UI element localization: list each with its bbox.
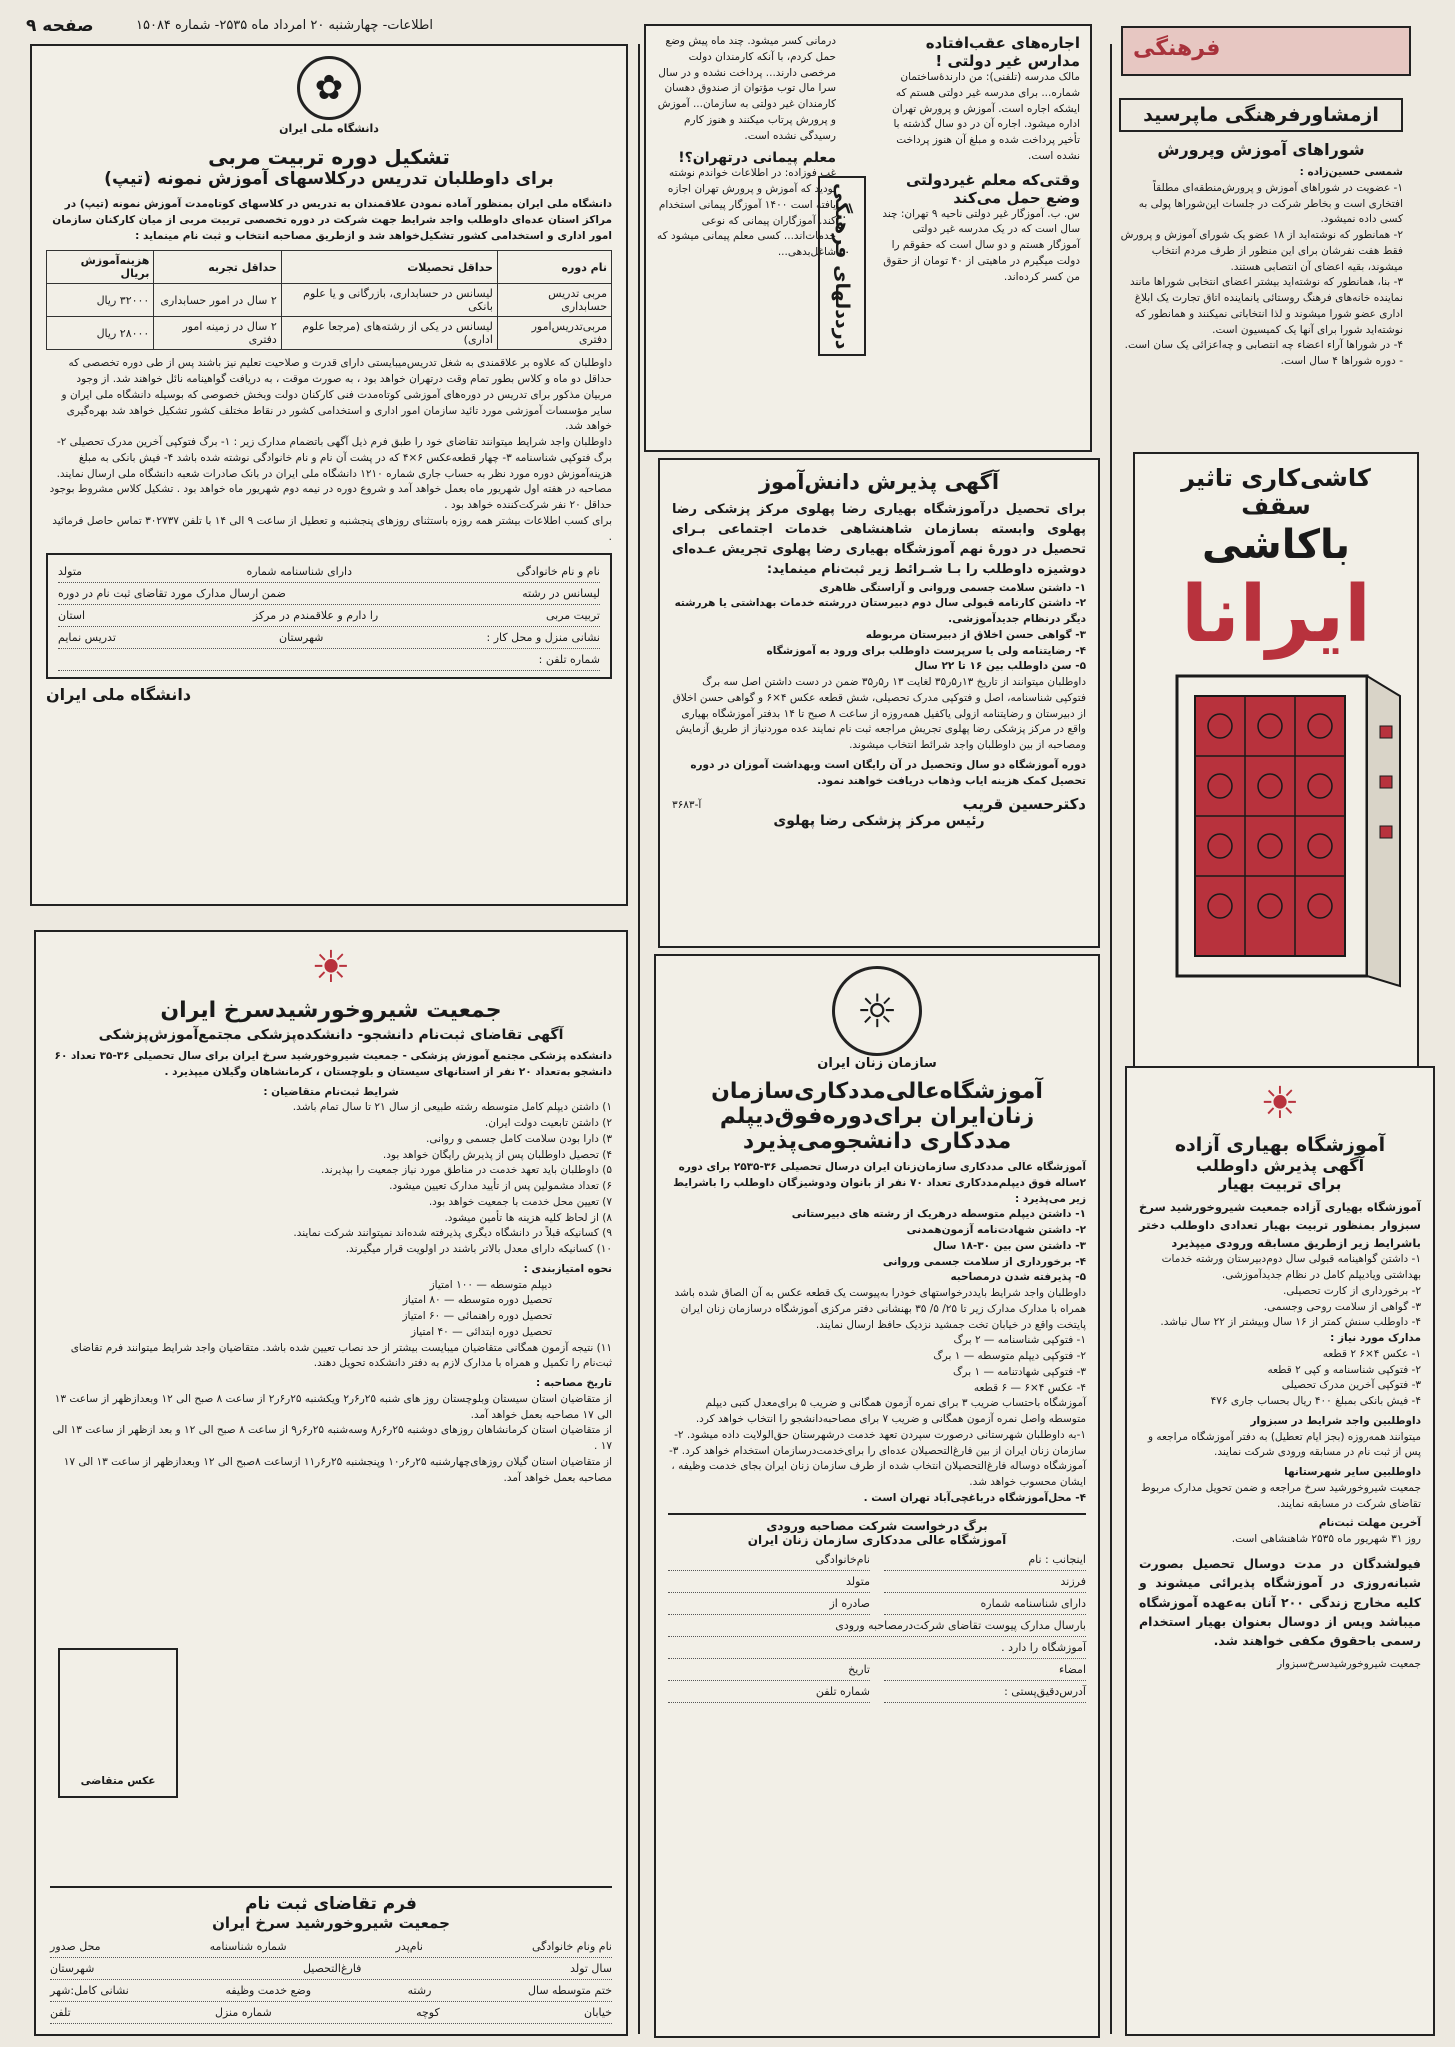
table-cell: مربی‌تدریس‌امور دفتری <box>497 317 611 350</box>
melli-form <box>46 553 612 679</box>
table-cell: ۳۲۰۰۰ ریال <box>47 284 154 317</box>
melli-university-ad <box>30 44 628 906</box>
melli-body: برای کسب اطلاعات بیشتر همه روزه باستثنای روزهای پنجشنبه و تعطیل از ساعت ۹ الی ۱۴ با تلفن ۳۰۲۷۳۷ تماس حاصل فرمائید . <box>52 514 612 543</box>
column-divider <box>638 44 640 2034</box>
redlion-time: از متقاضیان استان گیلان روزهای‌چهارشنبه ۲۵ر۶ر۱۰ وپنجشنبه ۲۵ر۶ر۱۱ ازساعت ۸صبح الی ۱۲ وبعدازظهر از ساعت ۱۳ الی ۱۷ مصاحبه بعمل خواهد آمد. <box>63 1455 612 1484</box>
melli-subtitle: برای داوطلبان تدریس درکلاسهای آموزش نمونه (تیپ) <box>104 169 554 189</box>
form-label[interactable]: را دارم و علاقمندم در مرکز <box>252 609 379 623</box>
behyari-p2: جمعیت شیروخورشید سرخ مراجعه و ضمن تحویل مدارک مربوط تقاضای شرکت در مسابقه نمایند. <box>1140 1481 1421 1510</box>
culture-title: شوراهای آموزش وپرورش <box>1157 140 1365 159</box>
redlion-score: دیپلم متوسطه — ۱۰۰ امتیاز <box>429 1278 552 1291</box>
form-label[interactable]: دارای شناسنامه شماره <box>246 565 353 579</box>
darddel-section <box>644 24 1092 452</box>
darddel-p4: درمانی کسر میشود. چند ماه پیش وضع حمل کردم، با آنکه کارمندان دولت مرخصی دارند... پرداخت نشده و در سال سرا مال توب مؤتوان از صندوق دهسان کارمندان غیر دولتی به سازمان... آموزش و پرورش پرتاب میکنند و هنوز کارم رسیدگی نشده است. <box>657 35 836 142</box>
form-label[interactable]: نشانی منزل و محل کار : <box>486 631 600 645</box>
culture-para: - دوره شوراها ۴ سال است. <box>1280 355 1403 367</box>
admission-item: ۴- رضایتنامه ولی یا سرپرست داوطلب برای ورود به آموزشگاه <box>766 644 1086 657</box>
tile-ad-brand: ایرانا <box>1181 570 1371 660</box>
redlion-lead: دانشکده پزشکی مجتمع آموزش پزشکی - جمعیت شیروخورشید سرخ ایران برای سال تحصیلی ۳۶-۳۵ تعداد ۶۰ دانشجو به‌تعداد ۲۰ نفر از استانهای سیستان و بلوچستان ، کرمانشاهان وگیلان میپذیرد . <box>54 1050 612 1078</box>
melli-body: داوطلبان که علاوه بر علاقمندی به شغل تدریس‌میبایستی دارای قدرت و صلاحیت تعلیم نیز باشند پس از طی دوره تخصصی که حداقل دو ماه و کلاس بطور تمام وقت درتهران خواهد بود ، به صورت موقت ، به دریافت گواهینامه نائل خواهند شد. از وجود مربیان مذکور برای تدریس در دوره‌های آموزشی کوتاه‌مدت فنی کارکنان دولت وبخش خصوصی که بوسیله دانشگاه ملی ایران و سایر مؤسسات آموزشی مورد تائید سازمان امور اداری و استخدامی کشور در نقاط مختلف کشور تشکیل خواهد شد بهره‌گیری خواهد شد. <box>61 357 612 433</box>
redlion-item: ۲) داشتن تابعیت دولت ایران. <box>484 1117 612 1129</box>
darddel-label: درددلهای فرهنگی <box>831 182 853 350</box>
table-cell: لیسانس در حسابداری، بازرگانی و یا علوم بانکی <box>281 284 497 317</box>
lion-sun-icon: ☀ <box>1260 1078 1300 1129</box>
melli-title: تشکیل دوره تربیت مربی <box>208 145 450 169</box>
form-label[interactable]: استان <box>58 609 86 623</box>
redlion-item: ۶) تعداد مشمولین پس از تأیید مدارک تعیین میشود. <box>389 1180 612 1192</box>
melli-footer: دانشگاه ملی ایران <box>46 685 192 705</box>
darddel-p3: غب فوزاده: در اطلاعات خواندم نوشته بودید که آموزش و پرورش تهران اجازه یافته است ۱۴۰۰ آموزگار پیمانی استخدام کند. آموزگاران پیمانی که نوعی خدمات‌اند... کسی معلم پیمانی میشود که شاغل‌بدهی... <box>657 167 836 258</box>
form-label[interactable]: لیسانس در رشته <box>522 587 600 601</box>
form-label[interactable]: کوچه <box>416 2006 440 2019</box>
redlion-form-title: فرم تقاضای ثبت نام <box>245 1894 417 1914</box>
redlion-item: ۷) تعیین محل خدمت با جمعیت خواهد بود. <box>428 1195 612 1208</box>
behyari-item: ۴- داوطلب سنش کمتر از ۱۶ سال وبیشتر از ۲۲ سال نباشد. <box>1160 1316 1421 1329</box>
behyari-closing: فیولشدگان در مدت دوسال تحصیل بصورت شبانه‌روزی در آموزشگاه پذیرائی میشوند و کلیه مخارج زندگی ۲۰۰ آنان به‌عهده آموزشگاه میباشد وپس از دوسال بعنوان بهیار استخدام رسمی باحقوق مکفی خواهند شد. <box>1139 1555 1421 1649</box>
page-number: صفحه ۹ <box>26 16 94 36</box>
redlion-body2: ۱۱) نتیجه آزمون همگانی متقاضیان میبایست بیشتر از حد نصاب تعیین شده باشد. متقاضیان واجد شرایط میتوانند فرم تقاضای ثبت‌نام را تکمیل و همراه با مدارک لازم به دفتر دانشکده تحویل دهند. <box>70 1341 612 1370</box>
redlion-item: ۹) کسانیکه قبلاً در دانشگاه دیگری پذیرفته شده‌اند نمیتوانند شرکت نمایند. <box>293 1227 612 1240</box>
melli-body: مصاحبه در هفته اول شهریور ماه بعمل خواهد آمد و شروع دوره در نیمه دوم شهریور ماه خواهد بود . تشکیل کلاس مشروط بوجود حداقل ۲۰ نفر شرکت‌کننده خواهد بود . <box>49 483 612 511</box>
table-header: حداقل تجربه <box>154 251 281 284</box>
form-label[interactable]: نشانی کامل:شهر <box>50 1984 129 1997</box>
women-form-field[interactable]: فرزند <box>884 1571 1086 1593</box>
tile-ad-line1: کاشی‌کاری تاثیر سقف <box>1181 464 1371 520</box>
women-address: ۴- محل‌آموزشگاه درباغچی‌آباد تهران است . <box>863 1491 1086 1504</box>
melli-lead: دانشگاه ملی ایران بمنظور آماده نمودن علاقمندان به تدریس در کلاسهای کوتاه‌مدت آموزش نمونه (تیپ) در مراکز استان عده‌ای داوطلب واجد شرایط جهت شرکت در دوره تخصصی تربیت مربی از میان کارکنان سازمان امور اداری و استخدامی کشور تشکیل‌خواهد شد و ازطریق مصاحبه انتخاب و ثبت نام مینماید : <box>52 198 612 242</box>
darddel-h1: اجاره‌های عقب‌افتاده مدارس غیر دولتی ! <box>925 34 1080 70</box>
form-label[interactable]: ضمن ارسال مدارک مورد تقاضای ثبت نام در دوره <box>58 587 286 601</box>
culture-para: ۴- در شوراها آراء اعضاء چه انتصابی و چه‌اعزائی یک سان است. <box>1124 339 1403 352</box>
women-title1: آموزشگاه‌عالی‌مددکاری‌سازمان <box>711 1079 1043 1104</box>
culture-question: شمسی حسین‌زاده : <box>1299 166 1403 178</box>
admission-body: داوطلبان میتوانند از تاریخ ۱۳ر۵ر۳۵ لغایت ۱۳ ر۵ر۳۵ ضمن در دست داشتن اصل سه برگ فتوکپی شناسنامه، اصل و فتوکپی مدرک تحصیلی، شش قطعه عکس ۴×۶ و گواهی حسن اخلاق از دبیرستان و رضایتنامه ازولی یاکفیل همه‌روزه از ساعت ۸ صبح تا ۱۴ بدفتر آموزشگاه بهیاری واقع در مرکز پزشکی رضا پهلوی تجریش مراجعه ثبت نام نمایند عده موردنیاز از طریق آزمایش ومصاحبه از بین داوطلبان واجد شرائط انتخاب میشوند. <box>672 676 1086 752</box>
redlion-time: از متقاضیان استان سیستان وبلوچستان روز های شنبه ۲۵ر۶ر۲ ویکشنبه ۲۵ر۶ر۲ از ساعت ۸ صبح الی ۱۲ وبعدازظهر از ساعت ۱۳ الی ۱۷ مصاحبه بعمل خواهد آمد. <box>54 1392 612 1421</box>
admission-item: ۲- داشتن کارنامه قبولی سال دوم دبیرستان دررشته خدمات بهداشتی یا هررشته دیگر درنظام جدیدآموزشی. <box>674 597 1086 626</box>
behyari-p1: میتوانند همه‌روزه (بجز ایام تعطیل) به دفتر آموزشگاه مراجعه و پس از ثبت نام در مسابقه ورودی شرکت نمایند. <box>1148 1430 1421 1459</box>
darddel-p2: س. ب. آموزگار غیر دولتی ناحیه ۹ تهران: چند سال است که در یک مدرسه غیر دولتی آموزگار هستم و دو سال است که حقوقم را دولت میگیرم در ماهیتی از ۴۰ تومان از حقوق من کسر کرده‌اند. <box>882 207 1080 283</box>
behyari-ad <box>1125 1066 1435 2036</box>
darddel-h2: وقتی‌که معلم غیردولتی وضع حمل می‌کند <box>905 170 1080 207</box>
women-form-title: برگ درخواست شرکت مصاحبه ورودی <box>766 1518 988 1533</box>
culture-para: ۳- بنا، همانطور که نوشته‌اید بیشتر اعضای انتخابی شوراها مانند نماینده خانه‌های فرهنگ روستائی یانماینده اتاق تجارت یک ابلاغ اداری عضو شورا میشوند و لذا انتخاباتی نمیکنند و همانطور که نوشته‌اید شورا برای آنها یک کمیسیون است. <box>1129 276 1403 336</box>
photo-placeholder <box>58 1648 178 1798</box>
women-form-field[interactable]: تاریخ <box>668 1659 870 1681</box>
women-form-field[interactable]: اینجانب : نام <box>884 1549 1086 1571</box>
admission-signer: دکترحسین قریب <box>962 795 1086 814</box>
redlion-score-heading: نحوه امتیازبندی : <box>523 1262 612 1275</box>
form-label[interactable]: شماره شناسنامه <box>209 1940 287 1953</box>
culture-banner: ازمشاورفرهنگی ماپرسید <box>1119 98 1403 132</box>
behyari-item: مدارک مورد نیاز : <box>1330 1332 1421 1345</box>
women-item: ۲- داشتن شهادت‌نامه آزمون‌همدنی <box>906 1224 1086 1236</box>
redlion-item: ۵) داوطلبان باید تعهد خدمت در مناطق مورد نیاز جمعیت را بپذیرند. <box>320 1164 612 1177</box>
form-label[interactable]: متولد <box>58 565 83 579</box>
redlion-score: تحصیل دوره ابتدائی — ۴۰ امتیاز <box>411 1325 552 1338</box>
redlion-time: از متقاضیان استان کرمانشاهان روزهای دوشنبه ۲۵ر۶ر۸ وسه‌شنبه ۲۵ر۶ر۹ از ساعت ۸ صبح الی ۱۲ و بعد ازظهر از ساعت ۱۳ الی ۱۷ . <box>52 1424 612 1452</box>
redlion-subtitle: آگهی تقاضای ثبت‌نام دانشجو- دانشکده‌پزشکی مجتمع‌آموزش‌پزشکی <box>98 1027 564 1043</box>
table-cell: ۲ سال در زمینه امور دفتری <box>154 317 281 350</box>
admission-note: دوره آموزشگاه دو سال وتحصیل در آن رایگان است وبهداشت آموزان در دوره تحصیل کمک هزینه ایاب وذهاب دریافت خواهند نمود. <box>690 758 1086 787</box>
behyari-item: ۱- داشتن گواهینامه قبولی سال دوم‌دبیرستان ورشته خدمات بهداشتی ویادیپلم کامل در نظام جدیدآموزشی. <box>1161 1253 1421 1282</box>
form-label[interactable]: نام‌پدر <box>395 1940 423 1953</box>
tile-ad-line2: باکاشی <box>1201 522 1351 568</box>
admission-item: ۳- گواهی حسن اخلاق از دبیرستان مربوطه <box>865 628 1086 641</box>
section-badge: فرهنگی <box>1121 26 1411 76</box>
redlion-item: ۴) تحصیل داوطلبان پس از پذیرش رایگان خواهد بود. <box>382 1148 612 1161</box>
melli-logo-text: دانشگاه ملی ایران <box>279 122 379 135</box>
women-body2: آموزشگاه باحتساب ضریب ۳ برای نمره آزمون همگانی و ضریب ۵ برای‌معدل کتبی دیپلم متوسطه واصل نمره آزمون همگانی و ضریب ۷ برای مصاحبه‌دانشجو را انتخاب خواهد کرد. <box>695 1397 1086 1425</box>
behyari-h2: داوطلبین سایر شهرستانها <box>1284 1466 1421 1479</box>
women-logo-text: سازمان زنان ایران <box>817 1056 937 1071</box>
redlion-form <box>50 1886 612 2024</box>
women-lead: آموزشگاه عالی مددکاری سازمان‌زنان ایران درسال تحصیلی ۳۶-۲۵۳۵ برای دوره ۲ساله فوق دیپلم‌مددکاری تعداد ۷۰ نفر از بانوان ودوشیزگان داوطلب را باشرایط زیر می‌پذیرد : <box>673 1161 1086 1205</box>
table-cell: مربی تدریس حسابداری <box>497 284 611 317</box>
women-form-field[interactable]: نام‌خانوادگی <box>668 1549 870 1571</box>
table-cell: ۲ سال در امور حسابداری <box>154 284 281 317</box>
table-row <box>47 284 612 317</box>
behyari-p3: روز ۳۱ شهریور ماه ۲۵۳۵ شاهنشاهی است. <box>1231 1533 1421 1546</box>
behyari-item: ۱- عکس ۴×۶ ۲ قطعه <box>1322 1347 1421 1360</box>
form-label[interactable]: تلفن <box>50 2006 71 2019</box>
behyari-h1: داوطلبین واجد شرایط در سبزوار <box>1250 1414 1421 1427</box>
women-doc: ۲- فتوکپی دیپلم متوسطه — ۱ برگ <box>933 1350 1086 1362</box>
redlion-h1: شرایط ثبت‌نام متقاضیان : <box>263 1085 399 1098</box>
women-form-field[interactable]: دارای شناسنامه شماره <box>884 1593 1086 1615</box>
darddel-label-box <box>818 176 866 356</box>
admission-code: آ-۳۶۸۳ <box>672 798 702 811</box>
form-label[interactable]: تربیت مربی <box>545 609 600 623</box>
photo-label: عکس متقاضی <box>80 1775 156 1788</box>
form-label[interactable]: فارغ‌التحصیل <box>302 1962 362 1975</box>
culture-qa <box>1111 92 1411 434</box>
form-label[interactable]: شماره منزل <box>215 2006 272 2019</box>
column-divider <box>1110 44 1112 2034</box>
culture-para: ۱- عضویت در شوراهای آموزش و پرورش‌منطقه‌ای مطلقاً افتخاری است و بخاطر شرکت در جلسات این‌شوراها پولی به کسی داده نمیشود. <box>1138 181 1403 226</box>
behyari-subtitle2: برای تربیت بهیار <box>1218 1175 1342 1193</box>
form-label[interactable]: وضع خدمت وظیفه <box>225 1984 312 1997</box>
form-label[interactable]: خیابان <box>584 2006 612 2019</box>
table-header: هزینه‌آموزش بریال <box>47 251 154 284</box>
redlion-time-heading: تاریخ مصاحبه : <box>536 1377 612 1389</box>
behyari-item: ۳- فتوکپی آخرین مدرک تحصیلی <box>1281 1379 1421 1392</box>
women-form-field[interactable]: متولد <box>668 1571 870 1593</box>
women-item: ۵- پذیرفته شدن درمصاحبه <box>950 1271 1086 1284</box>
women-form-field[interactable]: صادره از <box>668 1593 870 1615</box>
redlion-item: ۸) از لحاظ کلیه هزینه ها تأمین میشود. <box>444 1211 612 1224</box>
women-doc: ۳- فتوکپی شهادتنامه — ۱ برگ <box>953 1365 1086 1378</box>
women-body1: داوطلبان واجد شرایط بایددرخواستهای خودرا به‌پیوست یک قطعه عکس به آن الصاق شده باشد همراه با مدارک مدارک زیر تا ۲۵/ ۵/ ۳۵ بهنشانی دفتر مرکزی آموزشگاه درسازمان زنان ایران پایتخت واقع در خیابان تخت جمشید نزدیک حافظ ارسال نمایند. <box>674 1287 1086 1331</box>
behyari-title: آموزشگاه بهیاری آزاده <box>1174 1134 1386 1156</box>
issue-info: اطلاعات- چهارشنبه ۲۰ امرداد ماه ۲۵۳۵- شماره ۱۵۰۸۴ <box>136 18 433 33</box>
behyari-lead: آموزشگاه بهیاری آزاده جمعیت شیروخورشید سرخ سبزوار بمنظور تربیت بهیار تعدادی داوطلب دختر باشرایط زیر ازطریق مسابقه ورودی میپذیرد <box>1139 1200 1421 1250</box>
form-label[interactable]: ختم متوسطه سال <box>527 1984 612 1997</box>
form-label[interactable]: شماره تلفن : <box>538 653 600 667</box>
redlion-score: تحصیل دوره متوسطه — ۸۰ امتیاز <box>402 1294 552 1307</box>
lion-sun-icon: ☀ <box>311 942 351 993</box>
redlion-form-sub: جمعیت شیروخورشید سرخ ایران <box>212 1914 450 1932</box>
darddel-p1: مالک مدرسه (تلفنی): من دارندهٔ‌ساختمان شماره... برای مدرسه غیر دولتی هستم که ایشکه اجاره است. آموزش و پرورش تهران اداره میشود. اجاره آن در دو سال گذشته با تأخیر پرداخت شده و مبلغ آن هنوز پرداخت نشده است. <box>892 71 1080 162</box>
behyari-item: ۲- فتوکپی شناسنامه و کپی ۲ قطعه <box>1267 1363 1421 1376</box>
admission-item: ۱- داشتن سلامت جسمی وروانی و آراستگی ظاهری <box>819 581 1086 594</box>
behyari-h3: آخرین مهلت ثبت‌نام <box>1318 1517 1421 1530</box>
behyari-footer: جمعیت شیروخورشیدسرخ‌سبزوار <box>1277 1657 1421 1670</box>
behyari-subtitle: آگهی پذیرش داوطلب <box>1195 1156 1365 1175</box>
women-title3: مددکاری دانشجومی‌پذیرد <box>742 1129 1012 1154</box>
table-cell: ۲۸۰۰۰ ریال <box>47 317 154 350</box>
women-form-field[interactable]: شماره تلفن <box>668 1681 870 1703</box>
university-emblem-icon: ✿ <box>297 56 361 120</box>
table-cell: لیسانس در یکی از رشته‌های (مرجعا علوم اداری) <box>281 317 497 350</box>
women-doc: ۱- فتوکپی شناسنامه — ۲ برگ <box>953 1334 1086 1347</box>
table-row <box>47 317 612 350</box>
darddel-h3: معلم پیمانی درتهران؟! <box>678 150 836 167</box>
women-item: ۳- داشتن سن بین ۳۰-۱۸ سال <box>933 1239 1086 1252</box>
form-label[interactable]: شهرستان <box>279 631 324 645</box>
form-label[interactable]: شهرستان <box>50 1962 95 1975</box>
form-label[interactable]: نام ونام خانوادگی <box>531 1940 612 1953</box>
women-school-ad <box>654 954 1100 2038</box>
admission-item: ۵- سن داوطلب بین ۱۶ تا ۲۲ سال <box>914 660 1086 673</box>
form-label[interactable]: تدریس نمایم <box>58 631 116 645</box>
admission-lead: برای تحصیل درآموزشگاه بهیاری رضا پهلوی مرکز پزشکی رضا پهلوی وابسته بسازمان شاهنشاهی خدمات اجتماعی بـرای تحصیل در دورهٔ نهم آموزشگاه بهیاری رضا پهلوی تجریش عـده‌ای دوشیزه داوطلب را بـا شـرائط زیر ثبت‌نام مینماید: <box>672 502 1086 578</box>
women-item: ۴- برخورداری از سلامت جسمی وروانی <box>882 1255 1086 1268</box>
admission-title: آگهی پذیرش دانش‌آموز <box>758 470 1000 494</box>
women-doc: ۴- عکس ۴×۶ — ۶ قطعه <box>973 1381 1086 1394</box>
women-form-field[interactable]: آموزشگاه را دارد . <box>668 1637 1086 1659</box>
melli-body: داوطلبان واجد شرایط میتوانند تقاضای خود را طبق فرم ذیل آگهی باتضمام مدارک زیر : ۱- برگ فتوکپی آخرین مدرک تحصیلی ۲- برگ فتوکپی شناسنامه ۳- چهار قطعه‌عکس ۶×۴ که در پشت آن نام و نام خانوادگی نوشته شده باشد ۴- فیش بانکی به مبلغ هزینه‌آموزش دوره مورد نظر به حساب جاری شماره ۱۲۱۰ دانشگاه ملی ایران در بانک صادرات شعبه دانشگاه ملی ارسال نمایند. <box>56 436 612 480</box>
admission-signer-title: رئیس مرکز پزشکی رضا پهلوی <box>773 813 985 830</box>
form-label[interactable]: رشته <box>407 1984 432 1997</box>
sun-emblem-icon: ☼ <box>832 966 922 1056</box>
redlion-ad <box>34 930 628 2036</box>
tile-door-icon <box>1145 666 1407 996</box>
behyari-item: ۳- گواهی از سلامت روحی وجسمی. <box>1263 1300 1421 1313</box>
redlion-item: ۱) داشتن دیپلم کامل متوسطه رشته طبیعی از سال ۲۱ تا سال تمام باشد. <box>292 1101 612 1114</box>
table-header: نام دوره <box>497 251 611 284</box>
behyari-item: ۲- برخورداری از کارت تحصیلی. <box>1282 1284 1421 1297</box>
form-label[interactable]: سال تولد <box>570 1962 612 1975</box>
women-title2: زنان‌ایران برای‌دوره‌فوق‌دیپلم <box>719 1104 1035 1129</box>
women-item: ۱- داشتن دیپلم متوسطه درهریک از رشته های دبیرستانی <box>791 1208 1086 1221</box>
redlion-score: تحصیل دوره راهنمائی — ۶۰ امتیاز <box>402 1310 552 1322</box>
redlion-title: جمعیت شیروخورشیدسرخ ایران <box>160 998 502 1023</box>
form-label[interactable]: محل صدور <box>50 1940 101 1953</box>
women-form-field[interactable]: آدرس‌دقیق‌پستی : <box>884 1681 1086 1703</box>
table-header: حداقل تحصیلات <box>281 251 497 284</box>
redlion-item: ۳) دارا بودن سلامت کامل جسمی و روانی. <box>425 1132 612 1145</box>
women-form-field[interactable]: بارسال مدارک پیوست تقاضای شرکت‌درمصاحبه ورودی <box>668 1615 1086 1637</box>
student-admission-ad <box>658 458 1100 948</box>
behyari-item: ۴- فیش بانکی بمبلغ ۴۰۰ ریال بحساب جاری ۴۷۶ <box>1210 1395 1421 1408</box>
tile-ad <box>1133 452 1419 1072</box>
form-label[interactable]: نام و نام خانوادگی <box>516 565 600 579</box>
women-body3: ۱-به داوطلبان شهرستانی درصورت سپردن تعهد خدمت درشهرستان حق‌الولایت داده میشود. ۲-سازمان زنان ایران از بین فارغ‌التحصیلان عده‌ای را برای‌خدمت‌درسازمان استخدام خواهد کرد. ۳-آموزشگاه دوساله فارغ‌التحصیلان انتخاب شده از طرف سازمان زنان ایران بجای خدمت وظیفه ، ایشان محسوب خواهد شد. <box>668 1428 1086 1488</box>
melli-course-table <box>46 250 612 350</box>
redlion-item: ۱۰) کسانیکه دارای معدل بالاتر باشند در اولویت قرار میگیرند. <box>345 1243 612 1255</box>
culture-para: ۲- همانطور که نوشته‌اید از ۱۸ عضو یک شورای آموزش و پرورش فقط هفت نفرشان برای این منظور از طرف مردم انتخاب میشوند، بقیه اعضای آن انتصابی هستند. <box>1120 229 1403 273</box>
women-form-field[interactable]: امضاء <box>884 1659 1086 1681</box>
women-form-sub: آموزشگاه عالی مددکاری سازمان زنان ایران <box>747 1532 1007 1547</box>
